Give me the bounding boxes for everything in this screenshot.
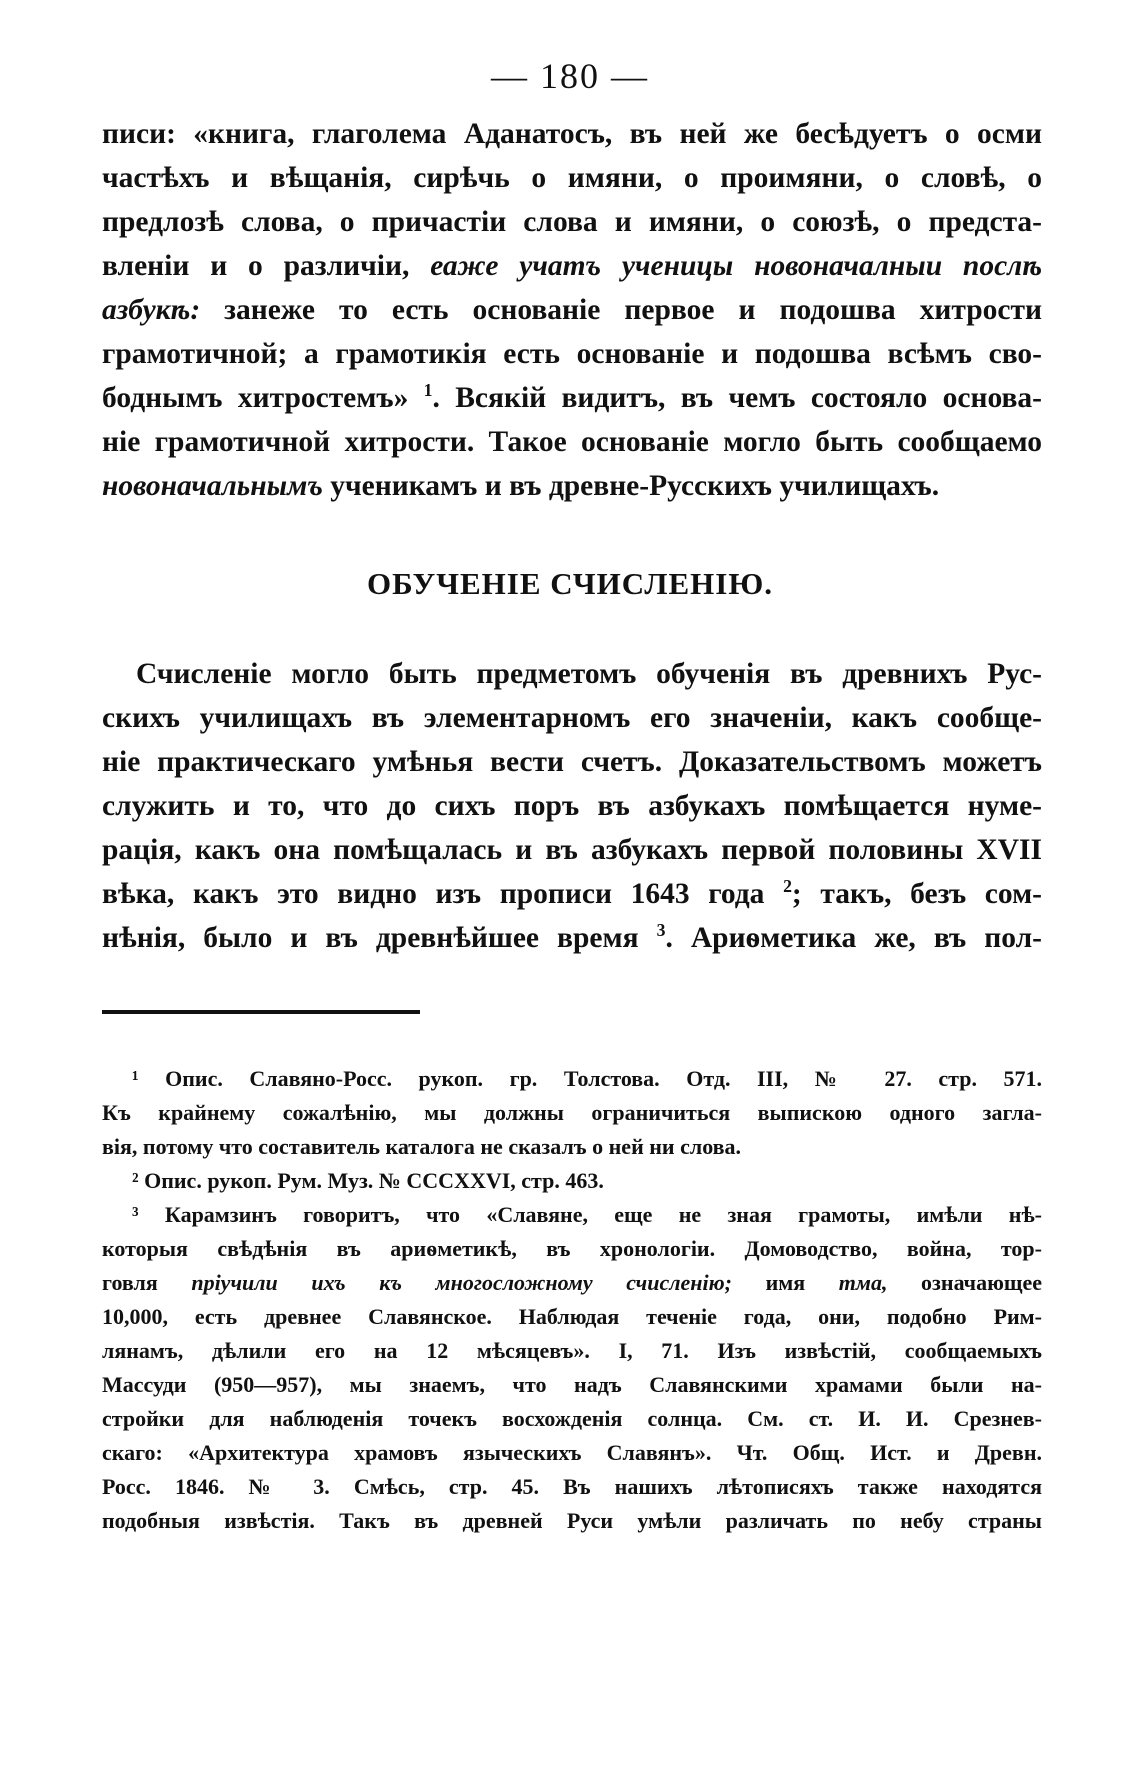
footnote-line: Росс. 1846. № 3. Смѣсь, стр. 45. Въ нашихъ лѣтописяхъ также находятся (102, 1474, 1042, 1499)
footnote-2: ² Опис. рукоп. Рум. Муз. № CCCXXVI, стр. 463. (132, 1168, 604, 1193)
footnote-line: вія, потому что составитель каталога не сказалъ о ней ни слова. (102, 1134, 742, 1159)
text-line: ніе практическаго умѣнья вести счетъ. Доказательствомъ можетъ (102, 746, 1042, 778)
footnote-line: лянамъ, дѣлили его на 12 мѣсяцевъ». I, 71. Изъ извѣстій, сообщаемыхъ (102, 1338, 1042, 1363)
section-heading: ОБУЧЕНІЕ СЧИСЛЕНІЮ. (366, 566, 773, 601)
text-line: служить и то, что до сихъ поръ въ азбукахъ помѣщается нуме- (102, 790, 1042, 822)
footnotes (102, 1062, 1042, 1538)
text-line: азбукѣ: занеже то есть основаніе первое и подошва хитрости (102, 294, 1042, 326)
text-line: рація, какъ она помѣщалась и въ азбукахъ первой половины XVII (102, 834, 1042, 866)
footnote-line: стройки для наблюденія точекъ восхожденія солнца. См. ст. И. И. Срезнев- (102, 1406, 1042, 1431)
footnote-line: которыя свѣдѣнія въ ариѳметикѣ, въ хронологіи. Домоводство, война, тор- (102, 1236, 1042, 1261)
footnote-line: скаго: «Архитектура храмовъ языческихъ Славянъ». Чт. Общ. Ист. и Древн. (102, 1440, 1042, 1465)
text-line: предлозѣ слова, о причастіи слова и имяни, о союзѣ, о предста- (102, 206, 1042, 238)
text-line: грамотичной; а грамотикія есть основаніе и подошва всѣмъ сво- (102, 338, 1042, 370)
text-line: вѣка, какъ это видно изъ прописи 1643 года $^2$; такъ, безъ сом- (102, 876, 1043, 910)
footnote-ref-1: 1 (423, 380, 433, 401)
text-line: частѣхъ и вѣщанія, сирѣчь о имяни, о проимяни, о словѣ, о (102, 162, 1042, 194)
footnote-1: ¹ Опис. Славяно-Росс. рукоп. гр. Толстова. Отд. III, № 27. стр. 571. (132, 1066, 1042, 1091)
footnote-separator (102, 1010, 420, 1014)
footnote-ref-2: 2 (783, 876, 792, 897)
footnote-ref-3: 3 (656, 920, 666, 941)
text-line: писи: «книга, глаголема Аданатосъ, въ ней же бесѣдуетъ о осми (102, 118, 1042, 150)
footnote-line: 10,000, есть древнее Славянское. Наблюдая теченіе года, они, подобно Рим- (102, 1304, 1042, 1329)
footnote-line: говля пріучили ихъ къ многосложному счисленію; имя тма, означающее (102, 1270, 1043, 1295)
text-line: Счисленіе могло быть предметомъ обученія въ древнихъ Рус- (136, 658, 1042, 690)
footnote-line: Къ крайнему сожалѣнію, мы должны ограничиться выпискою одного загла- (102, 1100, 1042, 1125)
text-line: вленіи и о различіи, еаже учатъ ученицы новоначалныи послѣ (102, 250, 1043, 282)
footnote-3: ³ Карамзинъ говоритъ, что «Славяне, еще не зная грамоты, имѣли нѣ- (132, 1202, 1042, 1227)
paragraph-continued (102, 112, 1042, 508)
page-number: — 180 — (491, 56, 649, 96)
footnote-line: Массуди (950—957), мы знаемъ, что надъ Славянскими храмами были на- (102, 1372, 1042, 1397)
text-line: скихъ училищахъ въ элементарномъ его значеніи, какъ сообще- (102, 702, 1042, 734)
text-line: боднымъ хитростемъ» $^1$. Всякій видитъ, въ чемъ состояло основа- (102, 380, 1043, 414)
text-line: нѣнія, было и въ древнѣйшее время $^3$. Ариѳметика же, въ пол- (102, 920, 1043, 954)
text-line: ніе грамотичной хитрости. Такое основаніе могло быть сообщаемо (102, 426, 1042, 458)
text-line: новоначальнымъ ученикамъ и въ древне-Русскихъ училищахъ. (102, 470, 940, 502)
footnote-line: подобныя извѣстія. Такъ въ древней Руси умѣли различать по небу страны (102, 1508, 1042, 1533)
paragraph-numeracy (102, 652, 1042, 960)
